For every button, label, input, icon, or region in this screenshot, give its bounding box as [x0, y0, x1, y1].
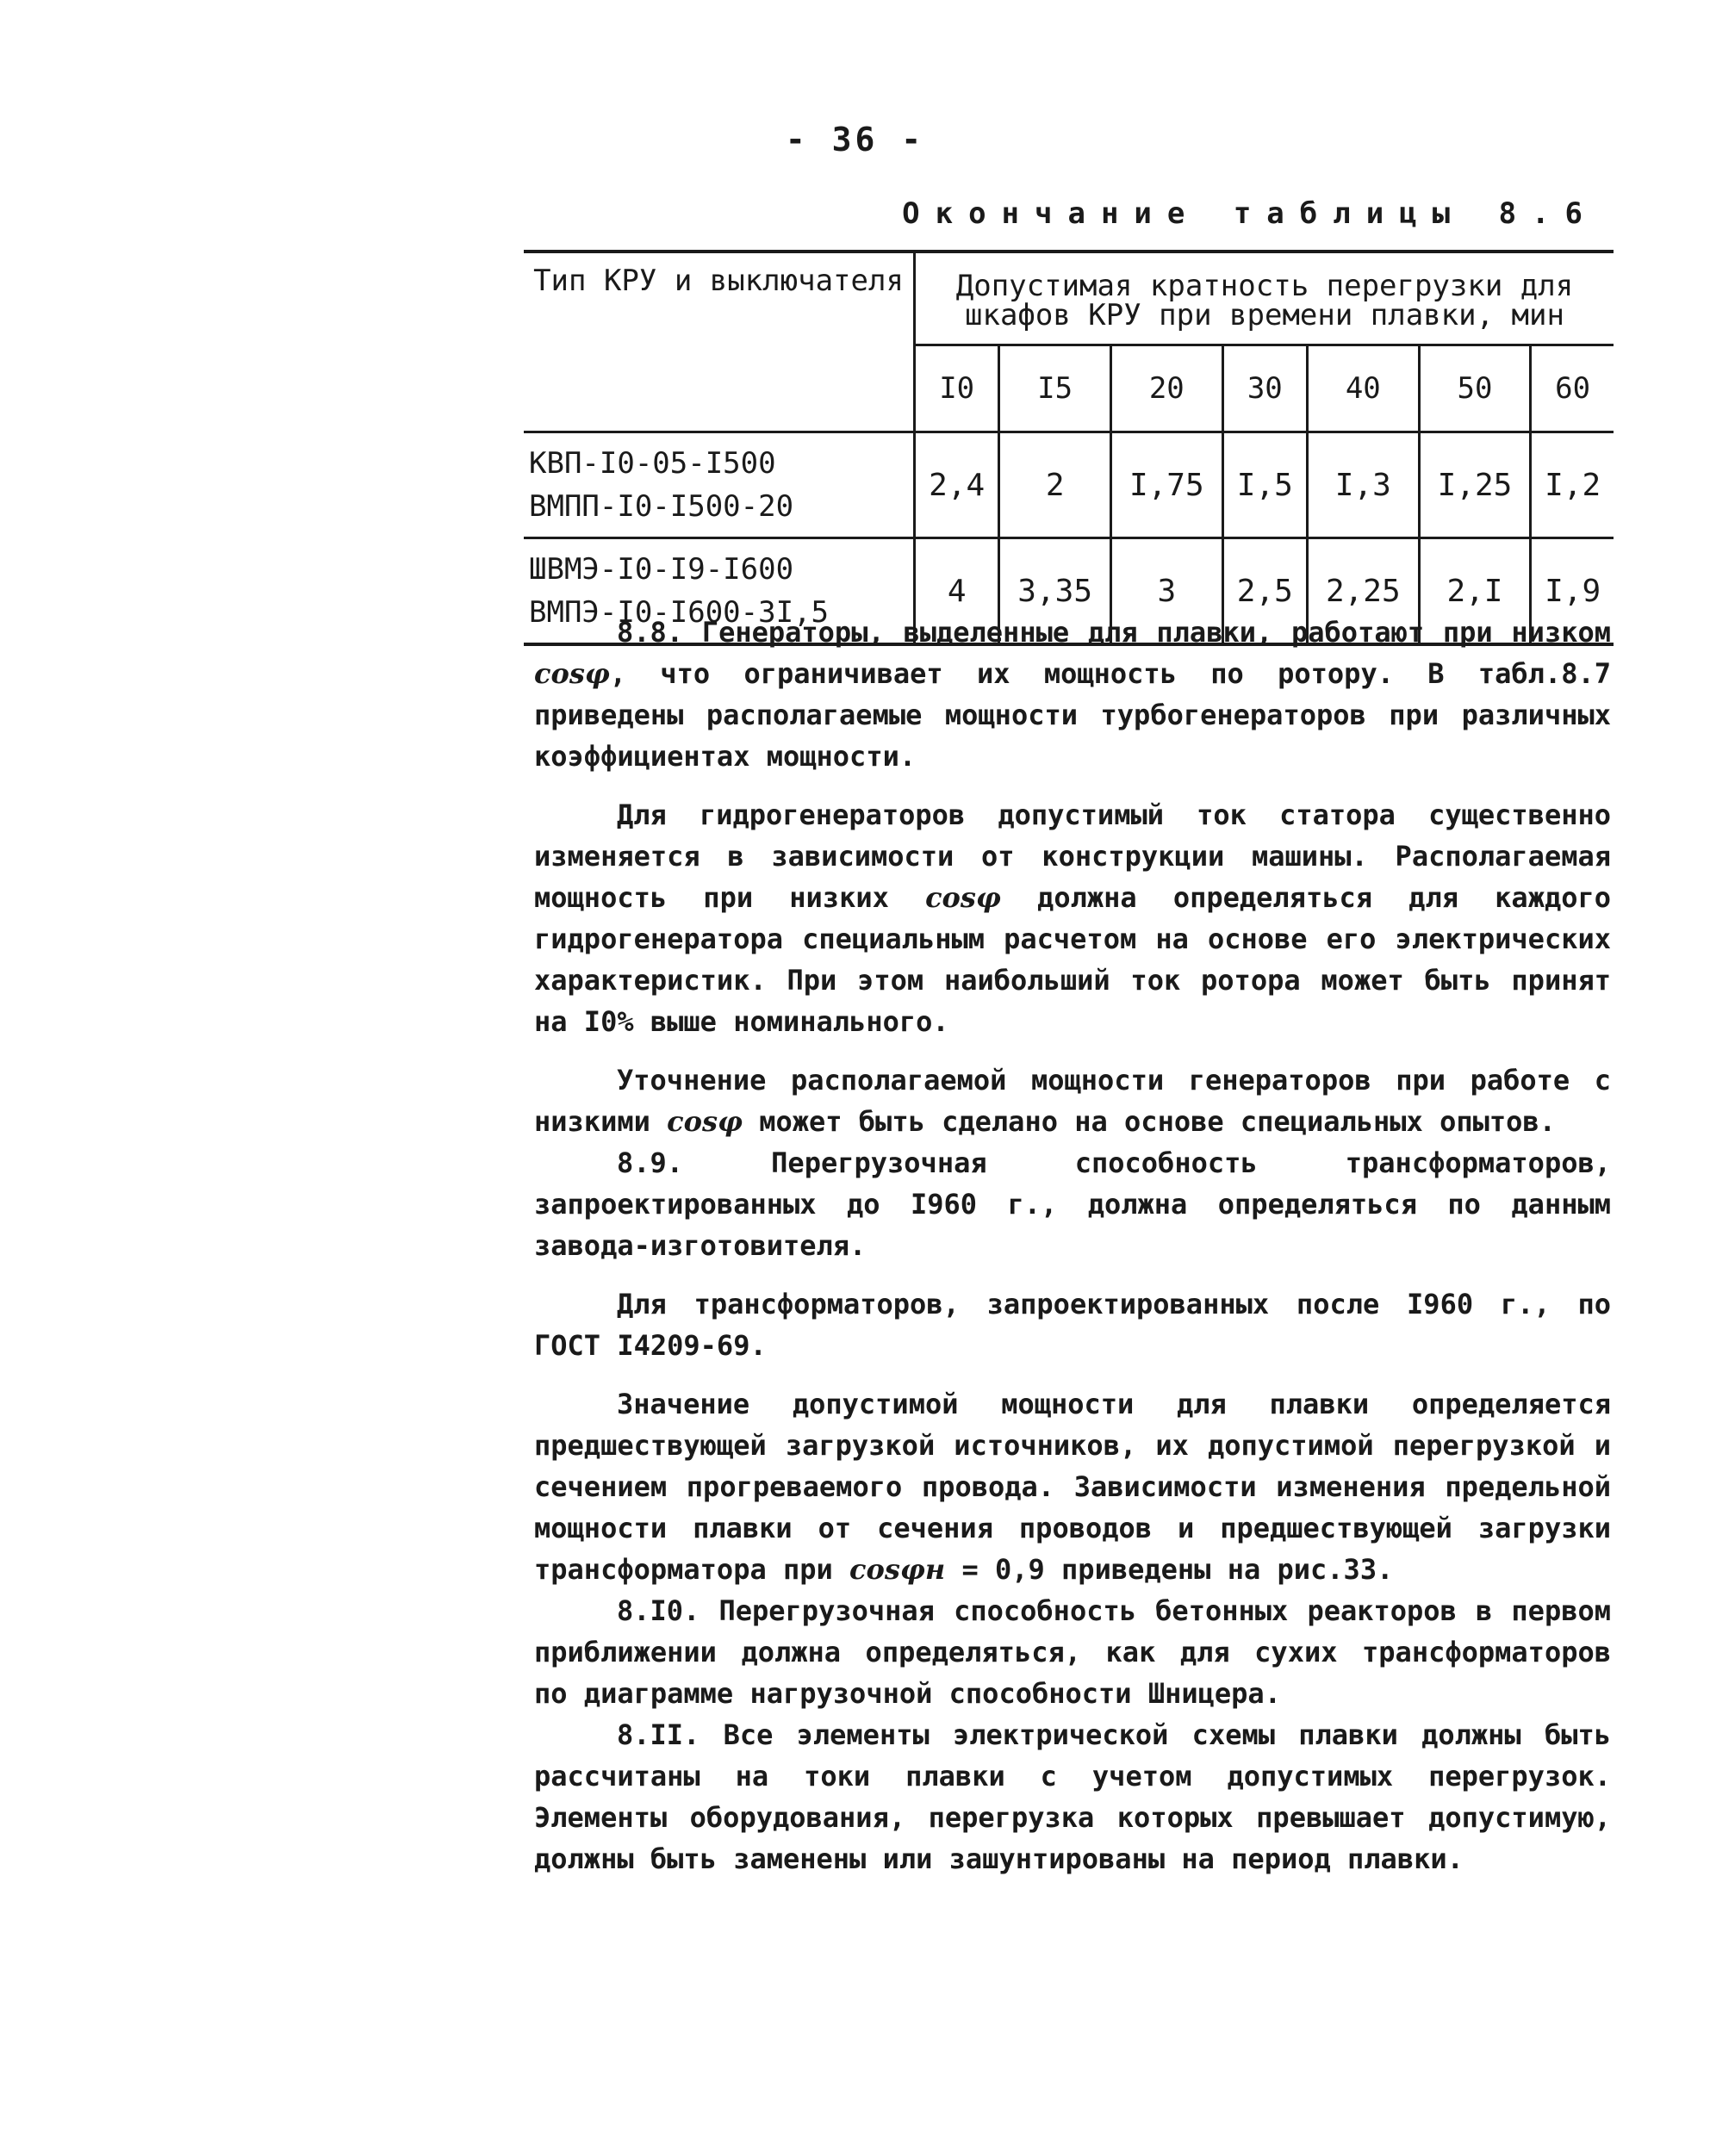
minute-header: 40 [1307, 345, 1419, 432]
paragraph-transformers: Для трансформаторов, запроектированных после I960 г., по ГОСТ I4209-69. [534, 1288, 1611, 1362]
paragraph-8-8 [534, 612, 1611, 777]
paragraph-8-11: 8.II. Все элементы электрической схемы плавки должны быть рассчитаны на токи плавки с учетом допустимых перегрузок. Элементы оборудования, перегрузка которых превышает допустимую, должны быть заменены или зашунтированы на период плавки. [534, 1718, 1611, 1875]
paragraph-text: может быть сделано на основе специальных опытов. [759, 1105, 1556, 1138]
table-row [524, 432, 1614, 538]
cos-phi-symbol: cosφ [534, 657, 610, 690]
overload-value: 2,I [1419, 538, 1531, 645]
paragraph-text: Уточнение располагаемой мощности генераторов при работе с низкими [534, 1064, 1611, 1138]
overload-value: 4 [915, 538, 999, 645]
paragraph-text: Значение допустимой мощности для плавки определяется предшествующей загрузкой источников, их допустимой перегрузкой и сечением прогреваемого провода. Зависимости изменения предельной мощности плавки от сечения проводов и предшествующей загрузки трансформатора при [534, 1388, 1611, 1586]
overload-table [524, 250, 1614, 646]
breaker-type: ВМПП-I0-I500-20 [529, 489, 794, 524]
header-type: Тип КРУ и выключателя [524, 252, 915, 432]
paragraph-text: , что ограничивает их мощность по ротору. В табл.8.7 приведены располагаемые мощности турбогенераторов при различных коэффициентах мощности. [534, 657, 1611, 773]
overload-value: 2 [999, 432, 1111, 538]
overload-value: I,2 [1531, 432, 1614, 538]
minute-header: I5 [999, 345, 1111, 432]
minute-header: 50 [1419, 345, 1531, 432]
paragraph-8-10: 8.I0. Перегрузочная способность бетонных реакторов в первом приближении должна определяться, как для сухих трансформаторов по диаграмме нагрузочной способности Шницера. [534, 1594, 1611, 1710]
overload-value: 2,5 [1222, 538, 1307, 645]
body-text [534, 612, 1611, 1880]
minute-header: I0 [915, 345, 999, 432]
cos-phi-symbol: cosφ [667, 1105, 743, 1138]
paragraph-text: Для гидрогенераторов допустимый ток статора существенно изменяется в зависимости от конструкции машины. Располагаемая мощность при низких [534, 798, 1611, 914]
switchgear-type: КВП-I0-05-I500 [529, 446, 776, 481]
paragraph-refinement [534, 1059, 1611, 1142]
page-number: - 36 - [785, 121, 925, 158]
minute-header: 20 [1110, 345, 1222, 432]
overload-value: 2,4 [915, 432, 999, 538]
cos-phi-n-symbol: cosφн [849, 1553, 946, 1586]
breaker-type: ВМПЭ-I0-I600-3I,5 [529, 595, 829, 630]
overload-value: 3,35 [999, 538, 1111, 645]
minute-header: 60 [1531, 345, 1614, 432]
overload-value: 2,25 [1307, 538, 1419, 645]
paragraph-text: 8.8. Генераторы, выделенные для плавки, работают при низком [617, 616, 1611, 649]
paragraph-allowed-power [534, 1383, 1611, 1590]
switchgear-type: ШВМЭ-I0-I9-I600 [529, 552, 794, 587]
paragraph-text: должна определяться для каждого гидрогенератора специальным расчетом на основе его электрических характеристик. При этом наибольший ток ротора может быть принят на I0% выше номинального. [534, 881, 1612, 1038]
overload-value: I,3 [1307, 432, 1419, 538]
overload-value: 3 [1110, 538, 1222, 645]
row-type-cell [524, 432, 915, 538]
paragraph-8-9: 8.9. Перегрузочная способность трансформаторов, запроектированных до I960 г., должна определяться по данным завода-изготовителя. [534, 1146, 1611, 1262]
cos-phi-symbol: cosφ [925, 881, 1001, 914]
overload-value: I,9 [1531, 538, 1614, 645]
overload-table-wrapper [524, 250, 1614, 646]
overload-value: I,75 [1110, 432, 1222, 538]
minute-header: 30 [1222, 345, 1307, 432]
paragraph-text: = 0,9 приведены на рис.33. [961, 1553, 1394, 1586]
overload-value: I,5 [1222, 432, 1307, 538]
table-caption: Окончание таблицы 8.6 [902, 196, 1598, 231]
paragraph-hydrogenerators [534, 794, 1611, 1042]
header-overload-group: Допустимая кратность перегрузки для шкафов КРУ при времени плавки, мин [915, 252, 1614, 345]
overload-value: I,25 [1419, 432, 1531, 538]
